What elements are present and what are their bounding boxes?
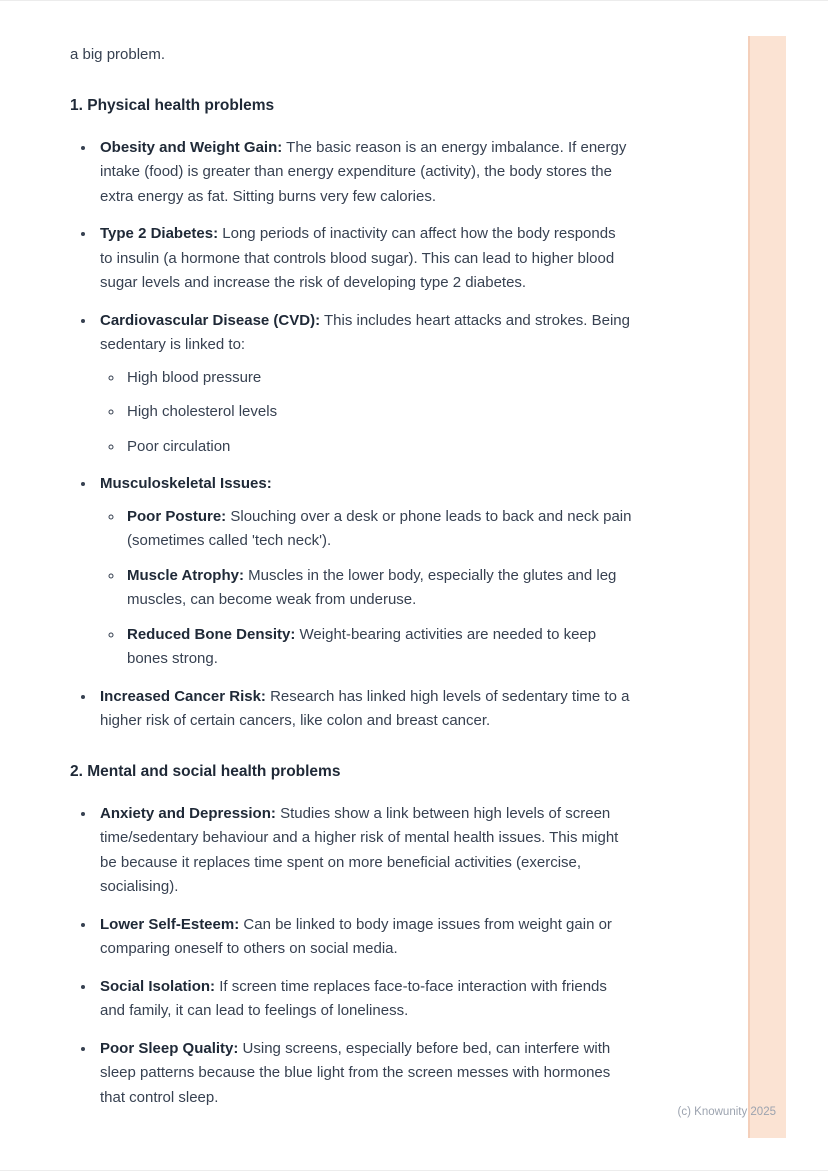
item-lead: Anxiety and Depression: — [100, 804, 276, 822]
item-text: Can be linked to body image issues from weight gain or comparing oneself to others on social media. — [100, 915, 612, 957]
intro-paragraph: a big problem. — [70, 46, 166, 63]
section-heading-physical: 1. Physical health problems — [70, 96, 275, 114]
physical-problems-list — [70, 136, 632, 734]
item-text: Research has linked high levels of sedentary time to a higher risk of certain cancers, like colon and breast cancer. — [100, 687, 630, 729]
sub-item-text: High blood pressure — [127, 368, 262, 386]
list-item-obesity — [96, 136, 632, 210]
sub-item-text: Muscles in the lower body, especially the glutes and leg muscles, can become weak from underuse. — [127, 566, 617, 608]
list-item-cancer — [96, 685, 632, 734]
mental-problems-list — [70, 802, 632, 1111]
item-text: The basic reason is an energy imbalance. If energy intake (food) is greater than energy expenditure (activity), the body stores the extra energy as fat. Sitting burns very few calories. — [100, 138, 627, 205]
item-text: Studies show a link between high levels of screen time/sedentary behaviour and a higher risk of mental health issues. This might be because it replaces time spent on more beneficial activities (exercise, socialising). — [100, 804, 619, 895]
section-heading-mental: 2. Mental and social health problems — [70, 762, 341, 780]
list-item-social-isolation — [96, 975, 632, 1024]
item-lead: Social Isolation: — [100, 977, 216, 995]
item-text: This includes heart attacks and strokes. Being sedentary is linked to: — [100, 311, 630, 353]
sub-list-item — [124, 400, 632, 425]
list-item-sleep-quality — [96, 1037, 632, 1111]
sub-list-item — [124, 623, 632, 672]
item-lead: Lower Self-Esteem: — [100, 915, 240, 933]
list-item-self-esteem — [96, 913, 632, 962]
document-content — [70, 43, 632, 1123]
cvd-sub-list — [100, 366, 632, 460]
list-item-diabetes — [96, 222, 632, 296]
sub-item-text: Slouching over a desk or phone leads to back and neck pain (sometimes called 'tech neck'). — [127, 507, 632, 549]
sub-list-item — [124, 505, 632, 554]
item-lead: Type 2 Diabetes: — [100, 225, 219, 242]
sub-item-lead: Muscle Atrophy: — [127, 566, 244, 584]
list-item-musculoskeletal — [96, 472, 632, 672]
page-edge-stripe — [748, 36, 786, 1138]
sub-item-text: High cholesterol levels — [127, 403, 278, 420]
sub-item-lead: Poor Posture: — [127, 507, 227, 525]
sub-item-lead: Reduced Bone Density: — [127, 625, 296, 643]
sub-item-text: Poor circulation — [127, 437, 231, 455]
item-lead: Obesity and Weight Gain: — [100, 138, 283, 156]
sub-item-text: Weight-bearing activities are needed to keep bones strong. — [127, 625, 597, 667]
list-item-cvd — [96, 309, 632, 460]
item-text: Using screens, especially before bed, can interfere with sleep patterns because the blue light from the screen messes with hormones that control sleep. — [100, 1039, 611, 1106]
item-lead: Musculoskeletal Issues: — [100, 475, 272, 492]
item-lead: Cardiovascular Disease (CVD): — [100, 311, 321, 329]
sub-list-item — [124, 366, 632, 391]
item-text: Long periods of inactivity can affect how the body responds to insulin (a hormone that controls blood sugar). This can lead to higher blood sugar levels and increase the risk of developing type 2 diabetes. — [100, 225, 616, 291]
item-lead: Increased Cancer Risk: — [100, 687, 266, 705]
item-lead: Poor Sleep Quality: — [100, 1039, 239, 1057]
sub-list-item — [124, 435, 632, 460]
musculoskeletal-sub-list — [100, 505, 632, 672]
copyright-watermark: (c) Knowunity 2025 — [677, 1106, 776, 1118]
sub-list-item — [124, 564, 632, 613]
item-text: If screen time replaces face-to-face interaction with friends and family, it can lead to feelings of loneliness. — [100, 977, 607, 1019]
list-item-anxiety — [96, 802, 632, 900]
